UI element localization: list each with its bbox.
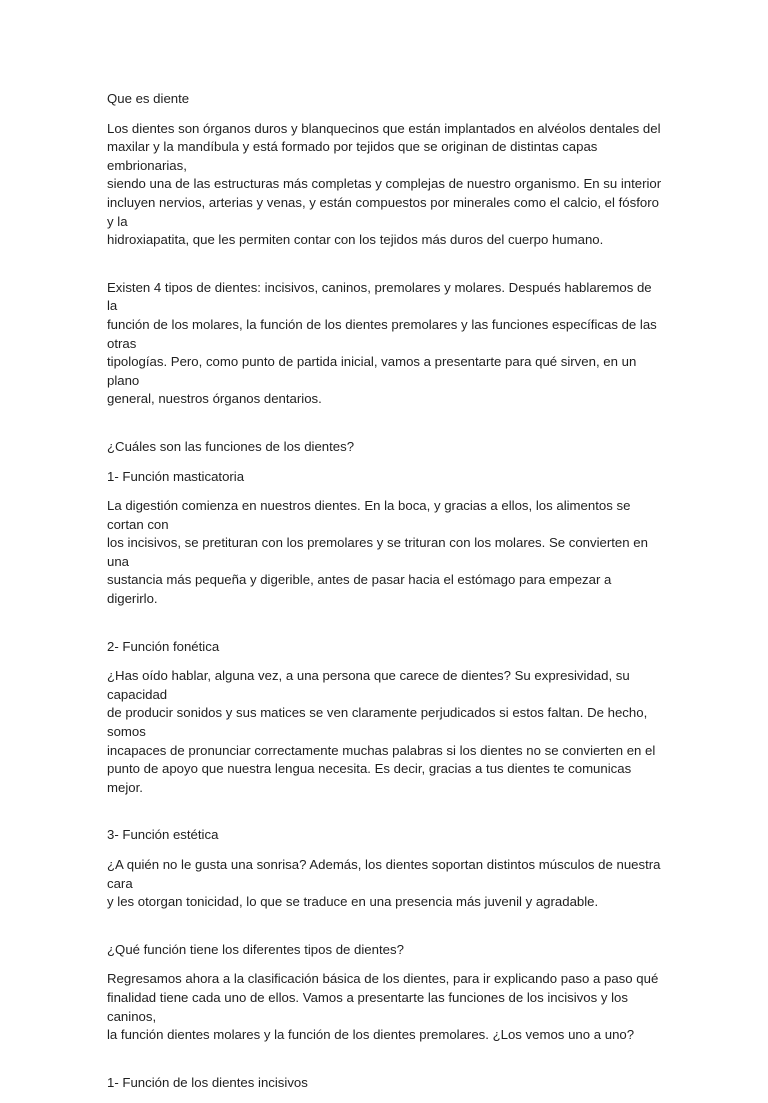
- types-question-heading: ¿Qué función tiene los diferentes tipos de dientes?: [107, 941, 404, 957]
- types-paragraph: Existen 4 tipos de dientes: incisivos, caninos, premolares y molares. Después hablaremos de la función de los molares, la función de los dientes premolares y las funciones específicas de las otras tipologías. Pero, como punto de partida inicial, vamos a presentarte para qué sirven, en un plano general, nuestros órganos dentarios.: [107, 279, 657, 407]
- incisivos-heading: 1- Función de los dientes incisivos: [107, 1074, 308, 1090]
- spacer: [107, 923, 663, 941]
- function-1-heading: 1- Función masticatoria: [107, 468, 245, 484]
- function-3-paragraph: ¿A quién no le gusta una sonrisa? Además, los dientes soportan distintos músculos de nuestra cara y les otorgan tonicidad, lo que se traduce en una presencia más juvenil y agradable.: [107, 857, 661, 910]
- spacer: [107, 808, 663, 826]
- functions-question-heading: ¿Cuáles son las funciones de los dientes?: [107, 438, 355, 454]
- spacer: [107, 620, 663, 638]
- function-3-heading: 3- Función estética: [107, 827, 219, 843]
- document-page: [107, 90, 663, 1103]
- function-1-paragraph: La digestión comienza en nuestros dientes. En la boca, y gracias a ellos, los alimentos se cortan con los incisivos, se pretituran con los premolares y se trituran con los molares. Se convierten en una sustancia más pequeña y digerible, antes de pasar hacia el estómago para empezar a digerirlo.: [107, 498, 648, 607]
- function-2-heading: 2- Función fonética: [107, 638, 220, 654]
- spacer: [107, 261, 663, 279]
- function-2-paragraph: ¿Has oído hablar, alguna vez, a una persona que carece de dientes? Su expresividad, su capacidad de producir sonidos y sus matices se ven claramente perjudicados si estos faltan. De hecho, somos incapaces de pronunciar correctamente muchas palabras si los dientes no se convierten en el punto de apoyo que nuestra lengua necesita. Es decir, gracias a tus dientes te comunicas mejor.: [107, 668, 656, 795]
- spacer: [107, 420, 663, 438]
- types-explanation-paragraph: Regresamos ahora a la clasificación básica de los dientes, para ir explicando paso a paso qué finalidad tiene cada uno de ellos. Vamos a presentarte las funciones de los incisivos y los caninos, la función dientes molares y la función de los dientes premolares. ¿Los vemos uno a uno?: [107, 971, 659, 1043]
- intro-paragraph: Los dientes son órganos duros y blanquecinos que están implantados en alvéolos dentales del maxilar y la mandíbula y está formado por tejidos que se originan de distintas capas embrionarias, siendo una de las estructuras más completas y complejas de nuestro organismo. En su interior incluyen nervios, arterias y venas, y están compuestos por minerales como el calcio, el fósforo y la hidroxiapatita, que les permiten contar con los tejidos más duros del cuerpo humano.: [107, 120, 662, 248]
- document-title: Que es diente: [107, 91, 190, 106]
- spacer: [107, 1056, 663, 1074]
